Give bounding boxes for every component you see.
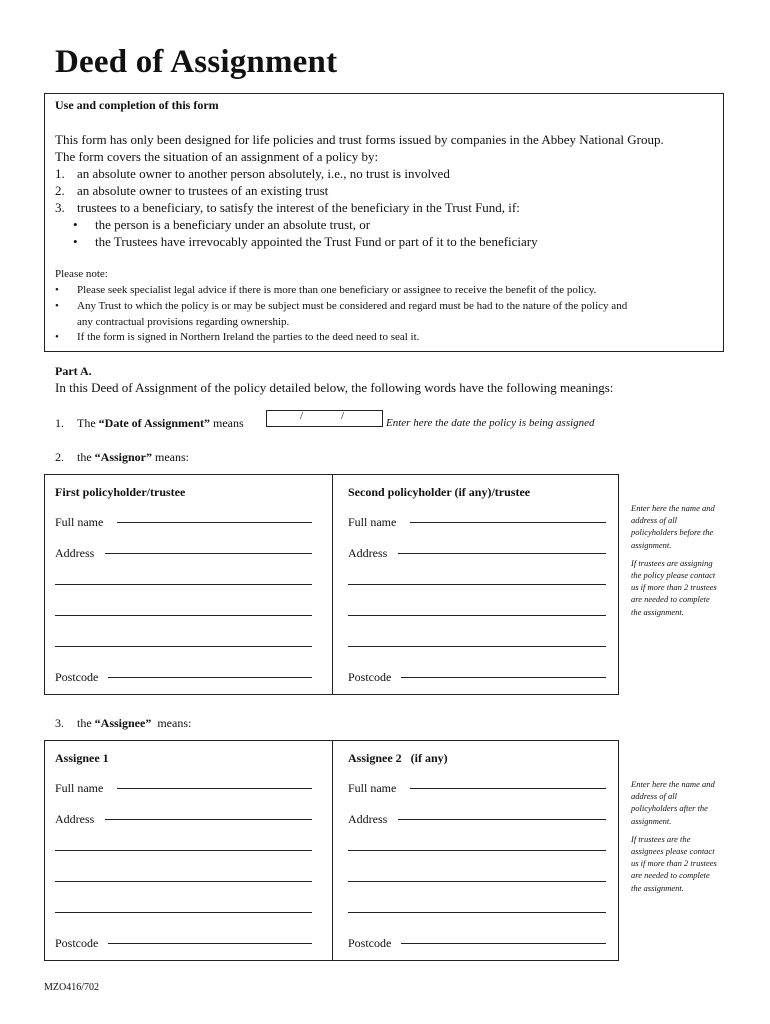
assignee1-address-line[interactable] bbox=[55, 912, 312, 913]
usage-item-number: 1. bbox=[55, 166, 65, 181]
assignor2-postcode-label: Postcode bbox=[348, 670, 392, 684]
assignor1-full-name-input[interactable] bbox=[117, 522, 312, 523]
assignee-col2-heading: Assignee 2 (if any) bbox=[348, 751, 448, 765]
usage-intro-2: The form covers the situation of an assignment of a policy by: bbox=[55, 149, 379, 164]
assignee2-full-name-label: Full name bbox=[348, 781, 397, 795]
assignee2-address-input[interactable] bbox=[398, 819, 606, 820]
usage-item-text: an absolute owner to trustees of an existing trust bbox=[77, 183, 329, 198]
assignee-note-1: Enter here the name and address of all policyholders after the assignment. bbox=[631, 779, 715, 826]
column-divider bbox=[332, 741, 333, 960]
assignee-side-note bbox=[631, 778, 721, 900]
column-divider bbox=[332, 475, 333, 694]
assignor2-address-line[interactable] bbox=[348, 584, 606, 585]
assignee2-address-label: Address bbox=[348, 812, 388, 826]
assignee1-address-line[interactable] bbox=[55, 850, 312, 851]
assignee1-address-label: Address bbox=[55, 812, 95, 826]
usage-subitem: • the Trustees have irrevocably appointed the Trust Fund or part of it to the beneficiary bbox=[95, 234, 538, 250]
assignor1-postcode-input[interactable] bbox=[108, 677, 312, 678]
assignor1-full-name-label: Full name bbox=[55, 515, 104, 529]
assignor1-address-line[interactable] bbox=[55, 615, 312, 616]
assignee2-address-line[interactable] bbox=[348, 881, 606, 882]
assignee1-postcode-label: Postcode bbox=[55, 936, 99, 950]
question-1-number: 1. bbox=[55, 416, 64, 430]
usage-item-text: trustees to a beneficiary, to satisfy the interest of the beneficiary in the Trust Fund, if: bbox=[77, 200, 520, 215]
assignor2-address-line[interactable] bbox=[348, 646, 606, 647]
assignee1-postcode-input[interactable] bbox=[108, 943, 312, 944]
assignee2-address-line[interactable] bbox=[348, 912, 606, 913]
usage-subitem: • the person is a beneficiary under an absolute trust, or bbox=[95, 217, 370, 233]
assignee1-full-name-label: Full name bbox=[55, 781, 104, 795]
note-item: • Please seek specialist legal advice if there is more than one beneficiary or assignee to receive the benefit of the policy. bbox=[77, 284, 596, 296]
assignee1-address-input[interactable] bbox=[105, 819, 312, 820]
form-code: MZO416/702 bbox=[44, 982, 99, 993]
usage-item-number: 3. bbox=[55, 200, 65, 215]
date-of-assignment-field[interactable] bbox=[266, 410, 383, 427]
assignee-col1-heading: Assignee 1 bbox=[55, 751, 109, 765]
assignor1-address-line[interactable] bbox=[55, 646, 312, 647]
assignor2-address-line[interactable] bbox=[348, 615, 606, 616]
usage-heading: Use and completion of this form bbox=[55, 98, 219, 112]
assignor1-postcode-label: Postcode bbox=[55, 670, 99, 684]
date-hint: Enter here the date the policy is being assigned bbox=[386, 417, 595, 429]
assignor2-full-name-label: Full name bbox=[348, 515, 397, 529]
usage-item-text: an absolute owner to another person absolutely, i.e., no trust is involved bbox=[77, 166, 450, 181]
assignor2-postcode-input[interactable] bbox=[401, 677, 606, 678]
assignee1-full-name-input[interactable] bbox=[117, 788, 312, 789]
assignor1-address-label: Address bbox=[55, 546, 95, 560]
assignee2-postcode-input[interactable] bbox=[401, 943, 606, 944]
question-2-number: 2. bbox=[55, 450, 64, 464]
assignee2-postcode-label: Postcode bbox=[348, 936, 392, 950]
assignor-note-2: If trustees are assigning the policy please contact us if more than 2 trustees are needed to complete the assignment. bbox=[631, 557, 717, 617]
note-item: • If the form is signed in Northern Ireland the parties to the deed need to seal it. bbox=[77, 331, 419, 343]
date-separator: / bbox=[341, 410, 345, 422]
part-a-intro: In this Deed of Assignment of the policy detailed below, the following words have the following meanings: bbox=[55, 380, 614, 395]
assignor-col2-heading: Second policyholder (if any)/trustee bbox=[348, 485, 531, 499]
page-title: Deed of Assignment bbox=[55, 44, 338, 80]
assignee1-address-line[interactable] bbox=[55, 881, 312, 882]
assignor2-address-label: Address bbox=[348, 546, 388, 560]
usage-item-number: 2. bbox=[55, 183, 65, 198]
assignor1-address-input[interactable] bbox=[105, 553, 312, 554]
assignee2-address-line[interactable] bbox=[348, 850, 606, 851]
assignor1-address-line[interactable] bbox=[55, 584, 312, 585]
question-2-label: the “Assignor” means: bbox=[77, 450, 190, 464]
note-item-continuation: any contractual provisions regarding ownership. bbox=[77, 316, 290, 328]
date-separator: / bbox=[300, 410, 304, 422]
question-3-number: 3. bbox=[55, 716, 64, 730]
assignee2-full-name-input[interactable] bbox=[410, 788, 606, 789]
assignee-note-2: If trustees are the assignees please contact us if more than 2 trustees are needed to complete the assignment. bbox=[631, 833, 717, 893]
question-1-label: The “Date of Assignment” means bbox=[77, 416, 244, 430]
note-heading: Please note: bbox=[55, 268, 108, 280]
assignor-col1-heading: First policyholder/trustee bbox=[55, 485, 186, 499]
assignor-side-note bbox=[631, 502, 721, 624]
usage-intro-1: This form has only been designed for life policies and trust forms issued by companies in the Abbey National Group. bbox=[55, 132, 664, 147]
part-a-heading: Part A. bbox=[55, 364, 92, 378]
assignor2-address-input[interactable] bbox=[398, 553, 606, 554]
note-item: • Any Trust to which the policy is or may be subject must be considered and regard must be had to the nature of the policy and bbox=[77, 300, 627, 312]
assignor2-full-name-input[interactable] bbox=[410, 522, 606, 523]
question-3-label: the “Assignee” means: bbox=[77, 716, 192, 730]
assignor-note-1: Enter here the name and address of all policyholders before the assignment. bbox=[631, 503, 715, 550]
